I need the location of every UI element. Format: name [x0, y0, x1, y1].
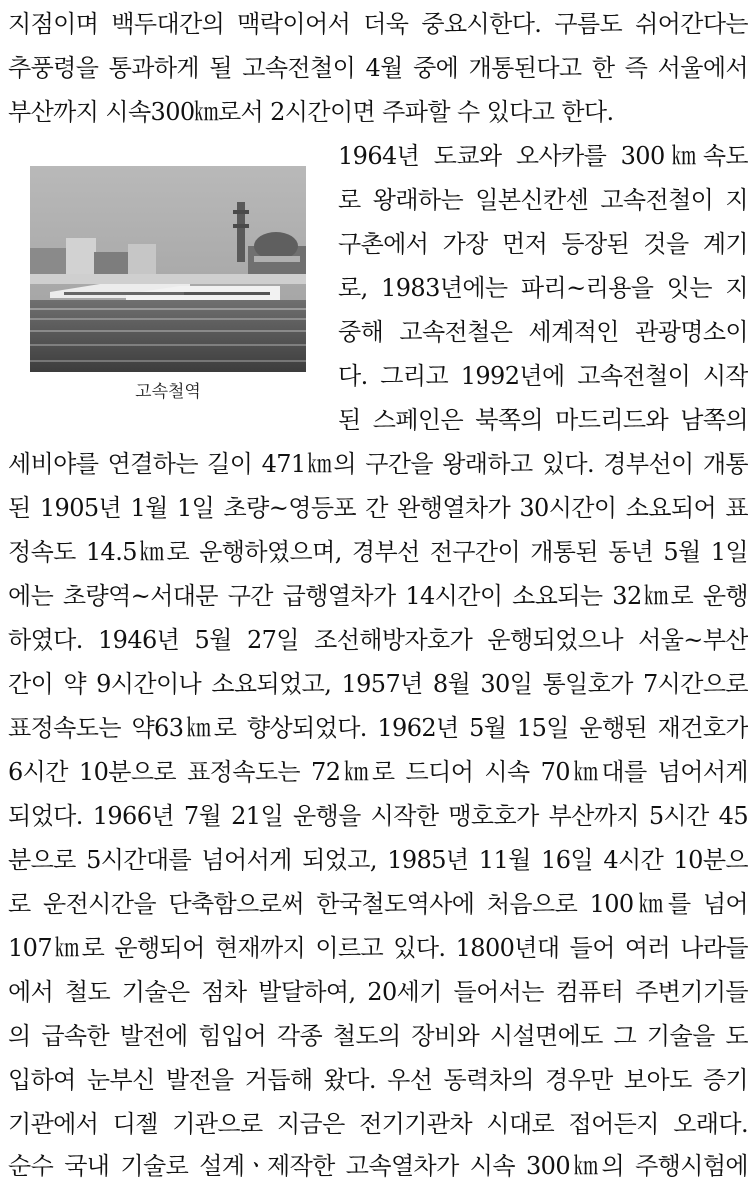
- text-line: 분으로 5시간대를 넘어서게 되었고, 1985년 11월 16일 4시간 10분으: [8, 846, 748, 874]
- text-line: 지점이며 백두대간의 맥락이어서 더욱 중요시한다. 구름도 쉬어간다는: [8, 10, 748, 38]
- text-line: 되었다. 1966년 7월 21일 운행을 시작한 맹호호가 부산까지 5시간 45: [8, 802, 748, 830]
- text-line: 중해 고속전철은 세계적인 관광명소이: [338, 318, 748, 346]
- figure-caption: 고속철역: [135, 382, 201, 402]
- text-line: 에는 초량역~서대문 구간 급행열차가 14시간이 소요되는 32㎞로 운행: [8, 582, 748, 610]
- text-line: 입하여 눈부신 발전을 거듭해 왔다. 우선 동력차의 경우만 보아도 증기: [8, 1066, 748, 1094]
- text-line: 1964년 도쿄와 오사카를 300㎞속도: [338, 142, 748, 170]
- text-line: 에서 철도 기술은 점차 발달하여, 20세기 들어서는 컴퓨터 주변기기들: [8, 978, 748, 1006]
- text-line: 하였다. 1946년 5월 27일 조선해방자호가 운행되었으나 서울~부산: [8, 626, 748, 654]
- text-line: 로 운전시간을 단축함으로써 한국철도역사에 처음으로 100㎞를 넘어: [8, 890, 748, 918]
- text-line: 세비야를 연결하는 길이 471㎞의 구간을 왕래하고 있다. 경부선이 개통: [8, 450, 748, 478]
- text-line: 간이 약 9시간이나 소요되었고, 1957년 8월 30일 통일호가 7시간으로: [8, 670, 748, 698]
- text-line: 로 왕래하는 일본신칸센 고속전철이 지: [338, 186, 748, 214]
- text-line: 된 스페인은 북쪽의 마드리드와 남쪽의: [338, 406, 748, 434]
- text-line: 107㎞로 운행되어 현재까지 이르고 있다. 1800년대 들어 여러 나라들: [8, 934, 748, 962]
- text-line: 구촌에서 가장 먼저 등장된 것을 계기: [338, 230, 748, 258]
- text-line: 정속도 14.5㎞로 운행하였으며, 경부선 전구간이 개통된 동년 5월 1일: [8, 538, 748, 566]
- text-line: 의 급속한 발전에 힘입어 각종 철도의 장비와 시설면에도 그 기술을 도: [8, 1022, 748, 1050]
- text-line: 로, 1983년에는 파리~리용을 잇는 지: [338, 274, 748, 302]
- text-line: 된 1905년 1월 1일 초량~영등포 간 완행열차가 30시간이 소요되어 표: [8, 494, 748, 522]
- text-line: 추풍령을 통과하게 될 고속전철이 4월 중에 개통된다고 한 즉 서울에서: [8, 54, 748, 82]
- text-line: 다. 그리고 1992년에 고속전철이 시작: [338, 362, 748, 390]
- text-line: 표정속도는 약63㎞로 향상되었다. 1962년 5월 15일 운행된 재건호가: [8, 714, 748, 742]
- station-photo: [30, 166, 306, 372]
- text-line: 6시간 10분으로 표정속도는 72㎞로 드디어 시속 70㎞대를 넘어서게: [8, 758, 748, 786]
- text-line: 부산까지 시속300㎞로서 2시간이면 주파할 수 있다고 한다.: [8, 98, 614, 126]
- text-line: 순수 국내 기술로 설계ㆍ제작한 고속열차가 시속 300㎞의 주행시험에: [8, 1152, 748, 1180]
- text-line: 기관에서 디젤 기관으로 지금은 전기기관차 시대로 접어든지 오래다.: [8, 1110, 748, 1138]
